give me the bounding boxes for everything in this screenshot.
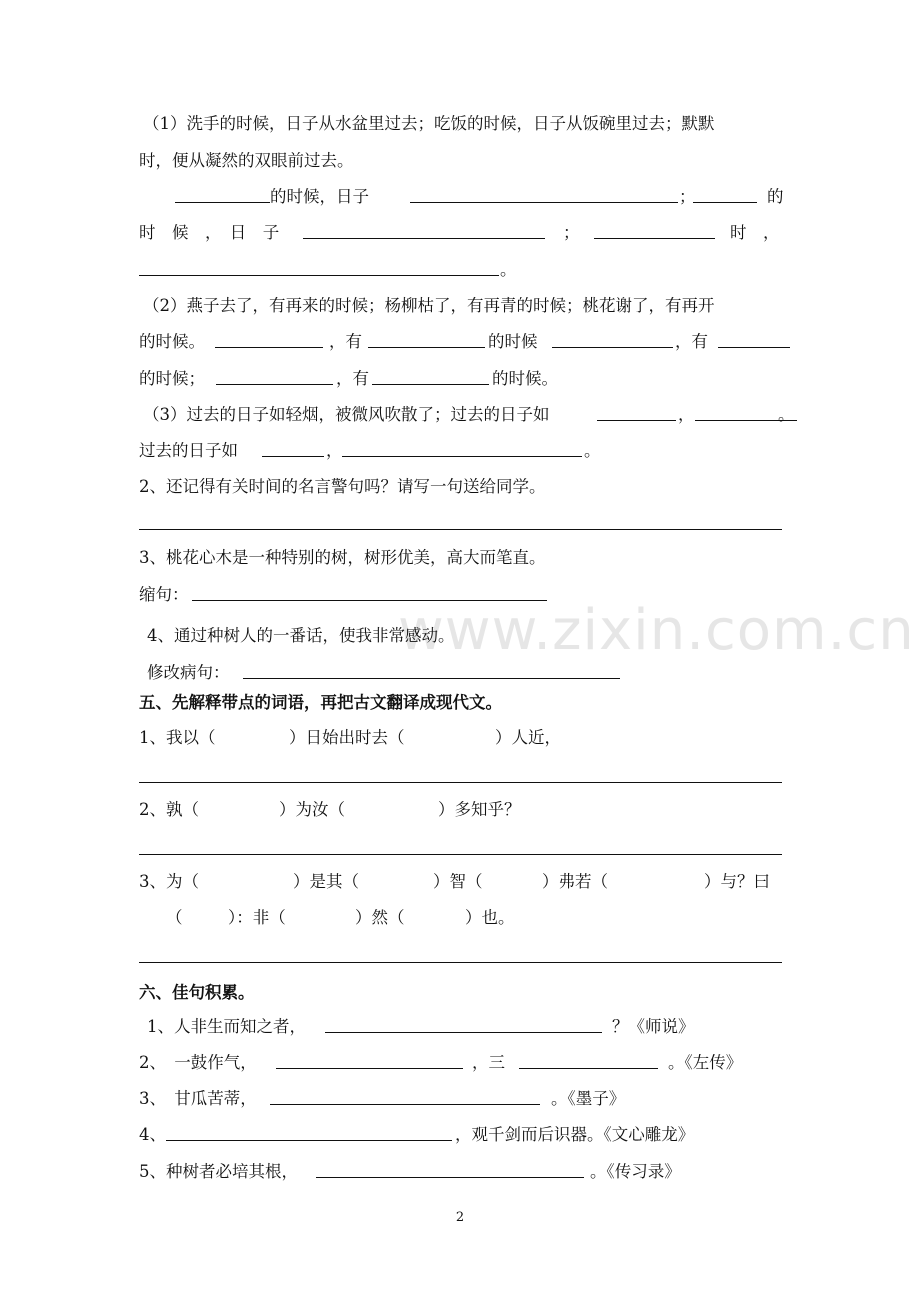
watermark: www.zixin.com.cn	[398, 598, 915, 663]
blank[interactable]	[368, 331, 485, 348]
blank[interactable]	[342, 440, 582, 457]
answer-line[interactable]	[139, 854, 782, 855]
blank[interactable]	[594, 222, 715, 239]
answer-line[interactable]	[139, 529, 782, 530]
blank[interactable]	[139, 259, 499, 276]
blank[interactable]	[597, 404, 676, 421]
blank[interactable]	[552, 331, 673, 348]
blank[interactable]	[372, 368, 489, 385]
blank[interactable]	[216, 368, 333, 385]
blank[interactable]	[192, 584, 547, 601]
answer-line[interactable]	[139, 962, 782, 963]
blank[interactable]	[215, 331, 323, 348]
page-number: 2	[455, 1210, 465, 1225]
blank[interactable]	[316, 1161, 584, 1178]
blank[interactable]	[718, 331, 790, 348]
blank[interactable]	[262, 440, 324, 457]
blank[interactable]	[519, 1052, 658, 1069]
blank[interactable]	[243, 662, 620, 679]
blank[interactable]	[303, 222, 545, 239]
blank[interactable]	[270, 1088, 540, 1105]
blank[interactable]	[276, 1052, 463, 1069]
answer-line[interactable]	[139, 782, 782, 783]
blank[interactable]	[175, 186, 270, 203]
blank[interactable]	[166, 1124, 452, 1141]
blank[interactable]	[325, 1016, 602, 1033]
blank[interactable]	[410, 186, 678, 203]
blank[interactable]	[693, 186, 757, 203]
